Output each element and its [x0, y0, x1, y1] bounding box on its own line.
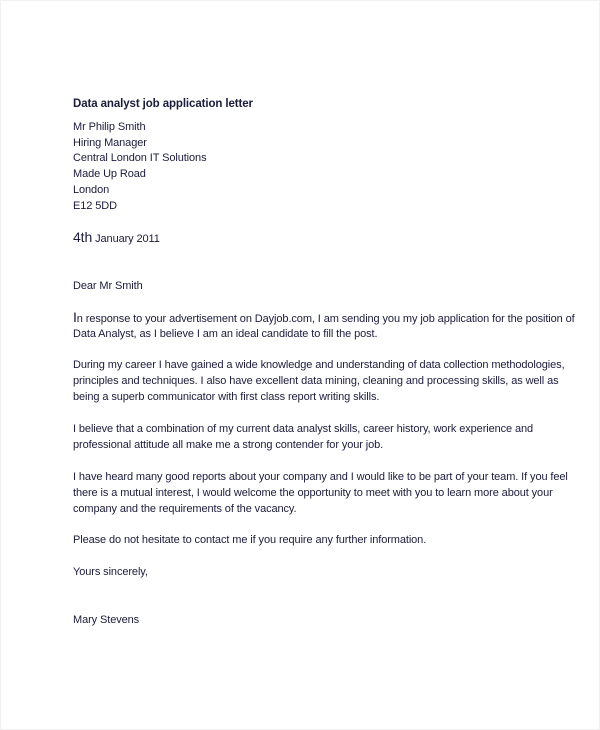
recipient-company: Central London IT Solutions: [73, 152, 207, 164]
paragraph-4-line: company and the requirements of the vacancy.: [73, 503, 297, 515]
paragraph-5: Please do not hesitate to contact me if you require any further information.: [73, 534, 427, 546]
date-month-year: January 2011: [92, 233, 160, 245]
paragraph-2-line: principles and techniques. I also have excellent data mining, cleaning and processing skills, as well as: [73, 375, 559, 387]
letter-title: Data analyst job application letter: [73, 98, 253, 110]
paragraph-3-line: I believe that a combination of my current data analyst skills, career history, work experience and: [73, 423, 534, 435]
paragraph-3-line: professional attitude all make me a strong contender for your job.: [73, 439, 384, 451]
paragraph-4-line: I have heard many good reports about your company and I would like to be part of your team. If you feel: [73, 471, 568, 483]
closing: Yours sincerely,: [73, 566, 148, 578]
recipient-postcode: E12 5DD: [73, 200, 117, 212]
letter-date: [73, 230, 160, 246]
paragraph-1-line: Data Analyst, as I believe I am an ideal candidate to fill the post.: [73, 328, 378, 340]
paragraph-2-line: being a superb communicator with first class report writing skills.: [73, 391, 380, 403]
date-day: 4th: [73, 229, 93, 245]
recipient-title: Hiring Manager: [73, 137, 147, 149]
paragraph-2-line: During my career I have gained a wide knowledge and understanding of data collection methodologies,: [73, 359, 565, 371]
drop-letter: I: [73, 309, 77, 325]
recipient-city: London: [73, 184, 110, 196]
paragraph-4-line: there is a mutual interest, I would welcome the opportunity to meet with you to learn more about your: [73, 487, 553, 499]
salutation: Dear Mr Smith: [73, 280, 143, 292]
paragraph-text: n response to your advertisement on Dayjob.com, I am sending you my job application for the position of: [76, 313, 575, 325]
recipient-street: Made Up Road: [73, 168, 146, 180]
signature-name: Mary Stevens: [73, 614, 140, 626]
paragraph-1-line: [73, 310, 575, 326]
recipient-name: Mr Philip Smith: [73, 121, 146, 133]
